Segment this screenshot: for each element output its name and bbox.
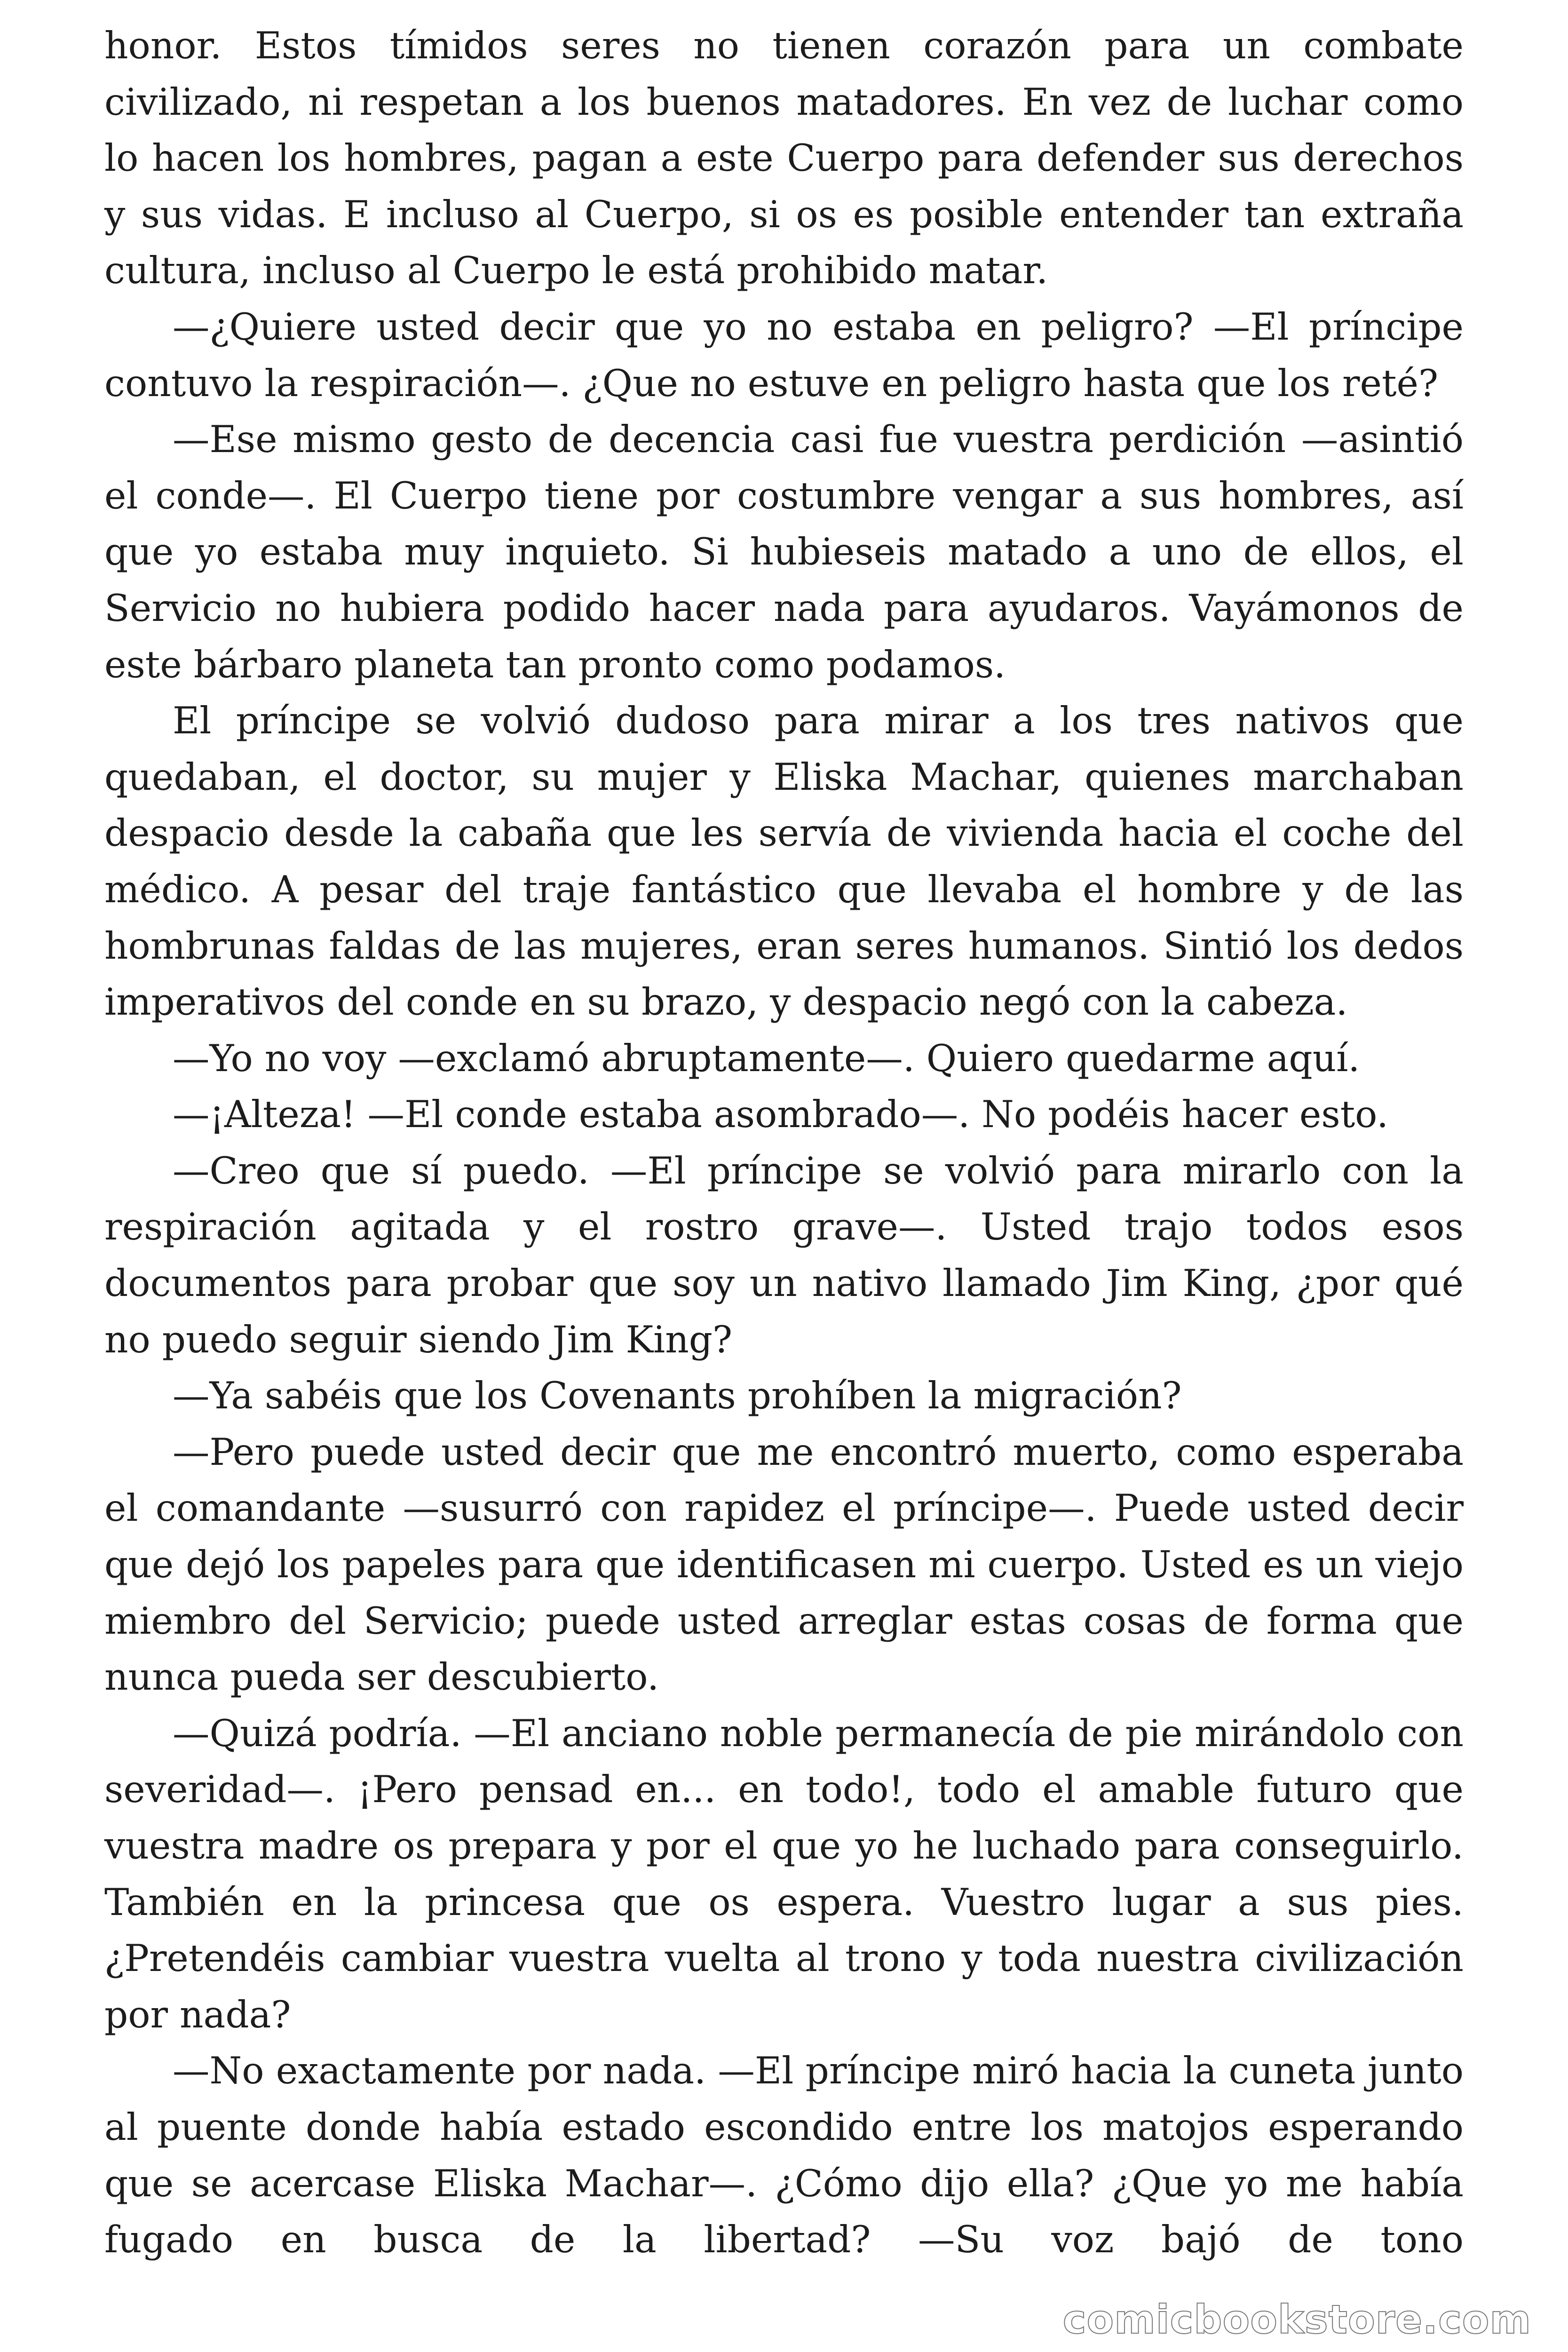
paragraph-10: —Quizá podría. —El anciano noble permanecía de pie mirándolo con severidad—. ¡Pero pensad en... en todo!, todo el amable futuro que vuestra madre os prepara y por el que yo he luchado para conseguirlo. También en la princesa que os espera. Vuestro lugar a sus pies. ¿Pretendéis cambiar vuestra vuelta al trono y toda nuestra civilización por nada? <box>104 1711 1464 2036</box>
paragraph-3: —Ese mismo gesto de decencia casi fue vuestra perdición —asintió el conde—. El Cuerpo tiene por costumbre vengar a sus hombres, así que yo estaba muy inquieto. Si hubieseis matado a uno de ellos, el Servicio no hubiera podido hacer nada para ayudaros. Vayámonos de este bárbaro planeta tan pronto como podamos. <box>104 418 1464 686</box>
paragraph-4: El príncipe se volvió dudoso para mirar a los tres nativos que quedaban, el doctor, su mujer y Eliska Machar, quienes marchaban despacio desde la cabaña que les servía de vivienda hacia el coche del médico. A pesar del traje fantástico que llevaba el hombre y de las hombrunas faldas de las mujeres, eran seres humanos. Sintió los dedos imperativos del conde en su brazo, y despacio negó con la cabeza. <box>104 699 1464 1024</box>
paragraph-1: honor. Estos tímidos seres no tienen corazón para un combate civilizado, ni respetan a los buenos matadores. En vez de luchar como lo hacen los hombres, pagan a este Cuerpo para defender sus derechos y sus vidas. E incluso al Cuerpo, si os es posible entender tan extraña cultura, incluso al Cuerpo le está prohibido matar. <box>104 24 1464 293</box>
paragraph-9: —Pero puede usted decir que me encontró muerto, como esperaba el comandante —susurró con rapidez el príncipe—. Puede usted decir que dejó los papeles para que identificasen mi cuerpo. Usted es un viejo miembro del Servicio; puede usted arreglar estas cosas de forma que nunca pueda ser descubierto. <box>104 1430 1464 1699</box>
book-page-text <box>104 18 1464 2268</box>
paragraph-5: —Yo no voy —exclamó abruptamente—. Quiero quedarme aquí. <box>173 1036 1360 1080</box>
watermark-logo: comicbookstore.com <box>1062 2296 1531 2343</box>
paragraph-6: —¡Alteza! —El conde estaba asombrado—. No podéis hacer esto. <box>173 1093 1389 1136</box>
paragraph-11: —No exactamente por nada. —El príncipe miró hacia la cuneta junto al puente donde había estado escondido entre los matojos esperando que se acercase Eliska Machar—. ¿Cómo dijo ella? ¿Que yo me había fugado en busca de la libertad? —Su voz bajó de tono <box>104 2049 1464 2262</box>
paragraph-2: —¿Quiere usted decir que yo no estaba en peligro? —El príncipe contuvo la respiración—. ¿Que no estuve en peligro hasta que los reté? <box>104 305 1464 405</box>
paragraph-8: —Ya sabéis que los Covenants prohíben la migración? <box>173 1374 1182 1418</box>
paragraph-7: —Creo que sí puedo. —El príncipe se volvió para mirarlo con la respiración agitada y el rostro grave—. Usted trajo todos esos documentos para probar que soy un nativo llamado Jim King, ¿por qué no puedo seguir siendo Jim King? <box>104 1149 1464 1361</box>
